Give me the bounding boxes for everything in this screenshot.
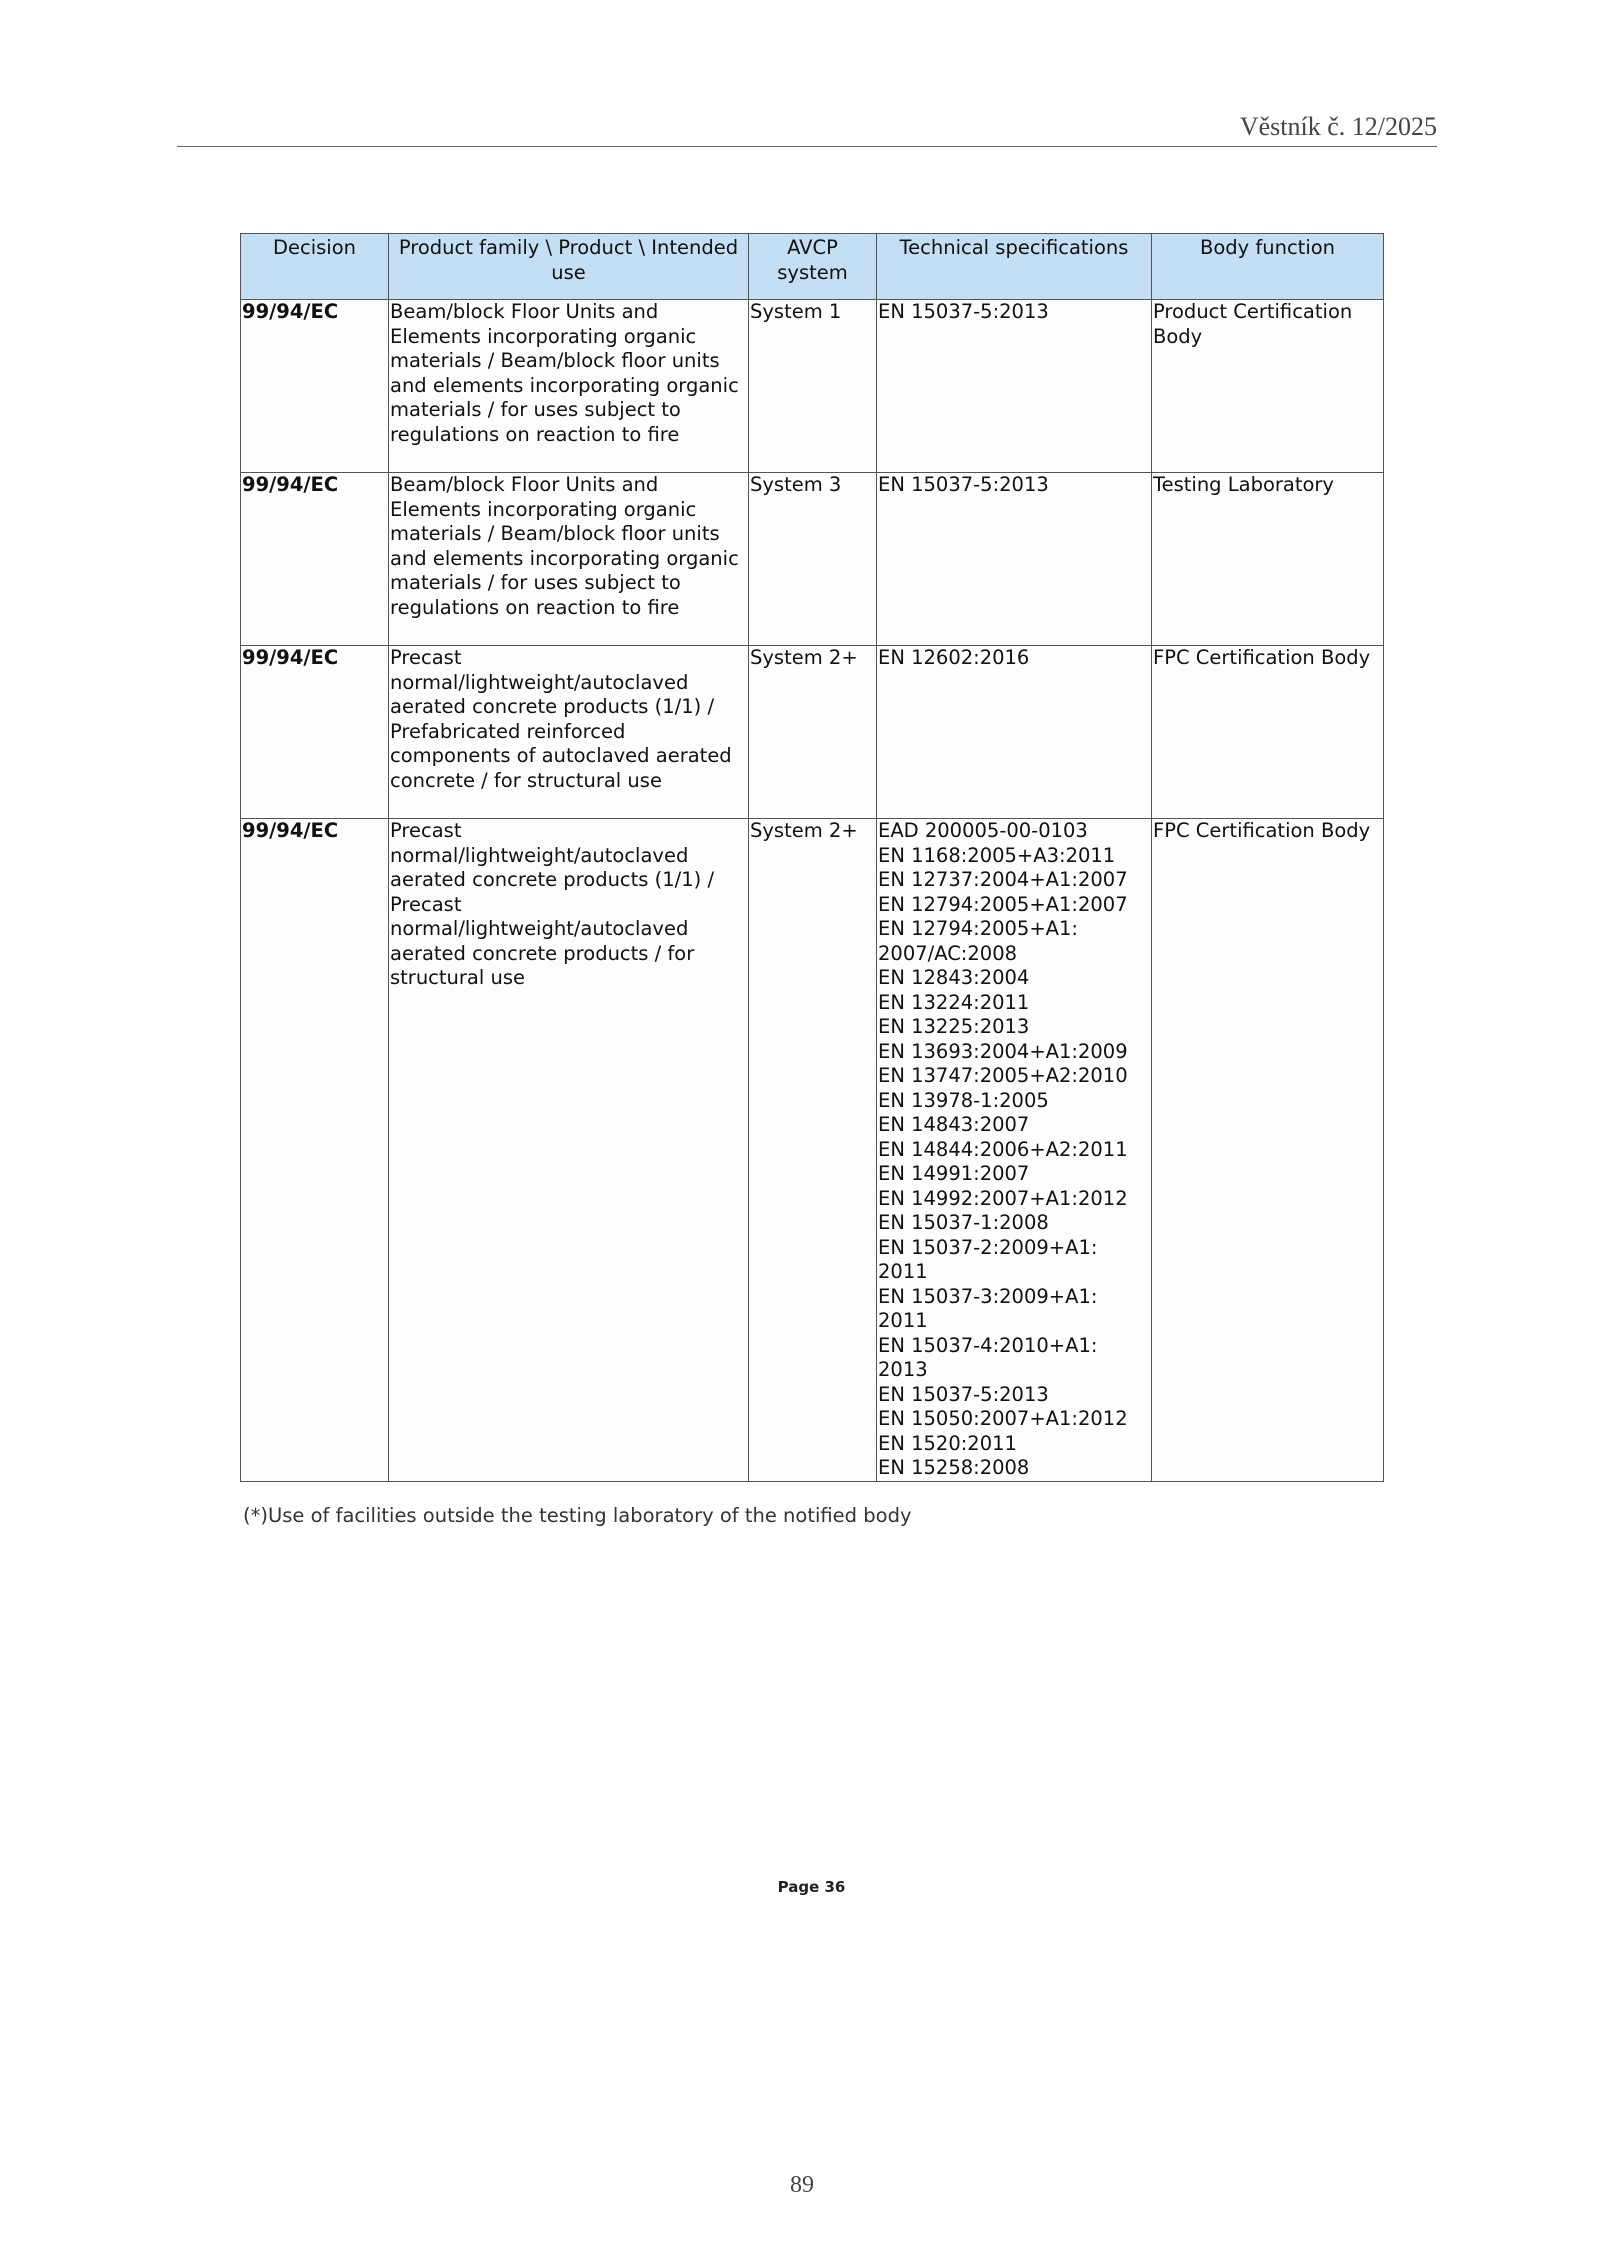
table-row bbox=[241, 300, 1384, 473]
spec-item: EN 12602:2016 bbox=[878, 646, 1030, 669]
body-function-cell: Testing Laboratory bbox=[1152, 473, 1384, 646]
spec-item: EAD 200005-00-0103 bbox=[878, 819, 1088, 842]
body-function-cell: FPC Certification Body bbox=[1152, 819, 1384, 1482]
avcp-cell: System 1 bbox=[749, 300, 877, 473]
spec-item: EN 1168:2005+A3:2011 bbox=[878, 843, 1116, 867]
spec-item: EN 15037-4:2010+A1: 2013 bbox=[878, 1333, 1098, 1381]
table-header-row bbox=[241, 234, 1384, 300]
spec-item: EN 13224:2011 bbox=[878, 990, 1030, 1014]
product-cell: Beam/block Floor Units and Elements incorporating organic materials / Beam/block floor units and elements incorporating organic materials / for uses subject to regulations on reaction to fire bbox=[389, 473, 749, 646]
spec-item: EN 15050:2007+A1:2012 bbox=[878, 1407, 1128, 1430]
spec-item: EN 15037-1:2008 bbox=[878, 1211, 1049, 1234]
decision-cell: 99/94/EC bbox=[241, 473, 389, 646]
table-row bbox=[241, 473, 1384, 646]
spec-item: EN 12794:2005+A1:2007 bbox=[878, 892, 1128, 916]
page-number: 89 bbox=[790, 2172, 814, 2198]
spec-item: EN 15037-5:2013 bbox=[878, 300, 1049, 323]
decision-cell: 99/94/EC bbox=[241, 646, 389, 819]
body-function-cell: FPC Certification Body bbox=[1152, 646, 1384, 819]
col-header-avcp: AVCP system bbox=[749, 234, 877, 300]
specs-cell bbox=[877, 819, 1152, 1482]
avcp-cell: System 2+ bbox=[749, 819, 877, 1482]
avcp-cell: System 2+ bbox=[749, 646, 877, 819]
spec-item: EN 15037-3:2009+A1: 2011 bbox=[878, 1284, 1098, 1332]
specs-cell bbox=[877, 646, 1152, 819]
body-function-cell: Product Certification Body bbox=[1152, 300, 1384, 473]
table-row bbox=[241, 819, 1384, 1482]
header-rule bbox=[177, 146, 1437, 147]
product-cell: Beam/block Floor Units and Elements incorporating organic materials / Beam/block floor units and elements incorporating organic materials / for uses subject to regulations on reaction to fire bbox=[389, 300, 749, 473]
spec-item: EN 12794:2005+A1: 2007/AC:2008 bbox=[878, 917, 1078, 965]
spec-item: EN 13747:2005+A2:2010 bbox=[878, 1064, 1128, 1087]
col-header-decision: Decision bbox=[241, 234, 389, 300]
spec-item: EN 13693:2004+A1:2009 bbox=[878, 1039, 1128, 1063]
spec-item: EN 13225:2013 bbox=[878, 1015, 1030, 1038]
page-label: Page 36 bbox=[777, 1878, 846, 1896]
spec-item: EN 1520:2011 bbox=[878, 1431, 1017, 1455]
spec-item: EN 14843:2007 bbox=[878, 1113, 1030, 1136]
avcp-table bbox=[240, 233, 1384, 1482]
spec-item: EN 12843:2004 bbox=[878, 966, 1030, 989]
decision-cell: 99/94/EC bbox=[241, 300, 389, 473]
table-row bbox=[241, 646, 1384, 819]
decision-cell: 99/94/EC bbox=[241, 819, 389, 1482]
avcp-cell: System 3 bbox=[749, 473, 877, 646]
spec-item: EN 14991:2007 bbox=[878, 1162, 1030, 1185]
specs-cell bbox=[877, 300, 1152, 473]
spec-item: EN 15037-5:2013 bbox=[878, 1382, 1049, 1406]
product-cell: Precast normal/lightweight/autoclaved aerated concrete products (1/1) / Prefabricated reinforced components of autoclaved aerated concrete / for structural use bbox=[389, 646, 749, 819]
footnote: (*)Use of facilities outside the testing laboratory of the notified body bbox=[243, 1504, 912, 1527]
col-header-product: Product family \ Product \ Intended use bbox=[389, 234, 749, 300]
spec-item: EN 14844:2006+A2:2011 bbox=[878, 1137, 1128, 1161]
spec-item: EN 12737:2004+A1:2007 bbox=[878, 868, 1128, 891]
spec-item: EN 13978-1:2005 bbox=[878, 1088, 1049, 1112]
journal-header: Věstník č. 12/2025 bbox=[1239, 112, 1437, 141]
spec-item: EN 15258:2008 bbox=[878, 1456, 1030, 1479]
spec-item: EN 15037-5:2013 bbox=[878, 473, 1049, 496]
product-cell: Precast normal/lightweight/autoclaved aerated concrete products (1/1) / Precast normal/lightweight/autoclaved aerated concrete products / for structural use bbox=[389, 819, 749, 1482]
spec-item: EN 14992:2007+A1:2012 bbox=[878, 1186, 1128, 1210]
col-header-body: Body function bbox=[1152, 234, 1384, 300]
col-header-specs: Technical specifications bbox=[877, 234, 1152, 300]
specs-cell bbox=[877, 473, 1152, 646]
spec-item: EN 15037-2:2009+A1: 2011 bbox=[878, 1235, 1098, 1283]
